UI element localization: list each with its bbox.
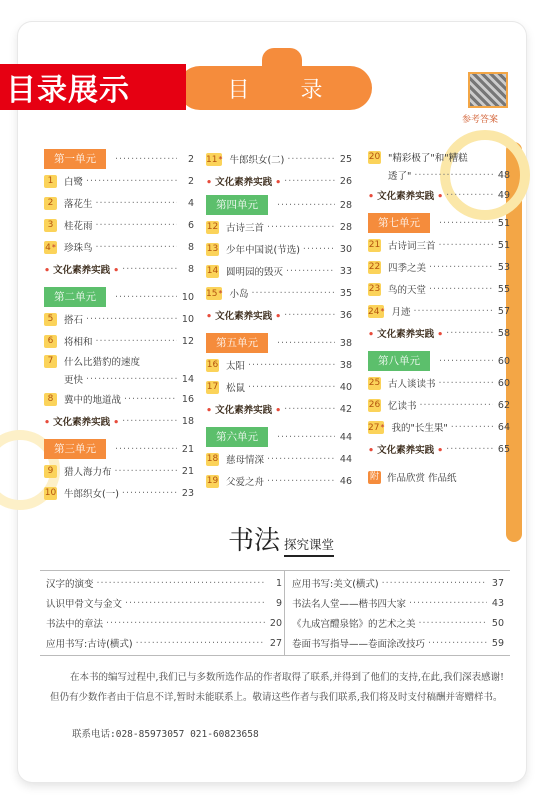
toc-item[interactable]: 25 古人谈读书 ····· 60 <box>368 372 510 394</box>
toc-item[interactable]: 27 * 我的"长生果" ····· 64 <box>368 416 510 438</box>
unit-row[interactable]: 第八单元 ····· 60 <box>368 350 510 372</box>
unit-label: 第七单元 <box>368 213 430 233</box>
unit-row[interactable]: 第七单元 ····· 51 <box>368 212 510 234</box>
culture-practice-row[interactable]: • 文化素养实践 • ····· 36 <box>206 304 352 326</box>
toc-item[interactable]: 26 忆读书 ····· 62 <box>368 394 510 416</box>
unit-label: 第六单元 <box>206 427 268 447</box>
unit-row[interactable]: 第六单元 ····· 44 <box>206 426 352 448</box>
toc-item-continuation[interactable]: 更快 ····· 14 <box>44 370 194 388</box>
table-divider <box>284 571 285 655</box>
unit-label: 第四单元 <box>206 195 268 215</box>
culture-practice-row[interactable]: • 文化素养实践 • ····· 58 <box>368 322 510 344</box>
acknowledgement-notice: 在本书的编写过程中,我们已与多数所选作品的作者取得了联系,并得到了他们的支持,在此,我们深表感谢! 但仍有少数作者由于信息不详,暂时未能联系上。敬请这些作者与我们联系,我们将及时支付稿酬并寄赠样书。 <box>50 672 504 703</box>
calligraphy-toc-table <box>40 570 510 656</box>
contact-phone: 联系电话:028-85973057 021-60823658 <box>72 729 259 740</box>
toc-item[interactable]: 21 古诗词三首 ····· 51 <box>368 234 510 256</box>
calligraphy-item[interactable]: 应用书写:美文(横式) ····· 37 <box>292 573 504 593</box>
toc-item[interactable]: 12 古诗三首 ····· 28 <box>206 216 352 238</box>
toc-item[interactable]: 18 慈母情深 ····· 44 <box>206 448 352 470</box>
culture-practice-row[interactable]: • 文化素养实践 • ····· 18 <box>44 410 194 432</box>
calligraphy-item[interactable]: 书法中的章法 ····· 20 <box>46 613 282 633</box>
toc-item[interactable]: 20 "精彩极了"和"糟糕 <box>368 151 468 164</box>
toc-item[interactable]: 7 什么比猎豹的速度 <box>44 352 194 370</box>
toc-item[interactable]: 3 桂花雨 ····· 6 <box>44 214 194 236</box>
toc-item[interactable]: 22 四季之美 ····· 53 <box>368 256 510 278</box>
calligraphy-item[interactable]: 认识甲骨文与金文 ····· 9 <box>46 593 282 613</box>
toc-item[interactable]: 4 * 珍珠鸟 ····· 8 <box>44 236 194 258</box>
culture-practice-row[interactable]: • 文化素养实践 • ····· 65 <box>368 438 510 460</box>
answer-label: 参考答案 <box>462 115 499 125</box>
toc-item[interactable]: 8 冀中的地道战 ····· 16 <box>44 388 194 410</box>
unit-row[interactable]: 第五单元 ····· 38 <box>206 332 352 354</box>
unit-label: 第二单元 <box>44 287 106 307</box>
unit-label: 第八单元 <box>368 351 430 371</box>
toc-item[interactable]: 15 * 小岛 ····· 35 <box>206 282 352 304</box>
toc-item-continuation[interactable]: 透了" ····· 48 <box>368 166 510 184</box>
unit-label: 第一单元 <box>44 149 106 169</box>
toc-item[interactable]: 9 猎人海力布 ····· 21 <box>44 460 194 482</box>
calligraphy-item[interactable]: 卷面书写指导——卷面涂改技巧 ····· 59 <box>292 633 504 653</box>
toc-item[interactable]: 24 * 月迹 ····· 57 <box>368 300 510 322</box>
toc-item[interactable]: 2 落花生 ····· 4 <box>44 192 194 214</box>
toc-item[interactable]: 11 * 牛郎织女(二) ····· 25 <box>206 148 352 170</box>
unit-row[interactable]: 第四单元 ····· 28 <box>206 194 352 216</box>
toc-item[interactable]: 10 牛郎织女(一) ····· 23 <box>44 482 194 504</box>
toc-column-2 <box>206 148 352 492</box>
calligraphy-column-right <box>292 573 504 653</box>
unit-row[interactable]: 第二单元 ····· 10 <box>44 286 194 308</box>
toc-item[interactable]: 16 太阳 ····· 38 <box>206 354 352 376</box>
appendix-badge: 附 <box>369 471 379 482</box>
culture-practice-row[interactable]: • 文化素养实践 • ····· 8 <box>44 258 194 280</box>
page-title: 目 录 <box>178 66 372 110</box>
toc-item[interactable]: 19 父爱之舟 ····· 46 <box>206 470 352 492</box>
toc-item[interactable]: 6 将相和 ····· 12 <box>44 330 194 352</box>
culture-practice-row[interactable]: • 文化素养实践 • ····· 42 <box>206 398 352 420</box>
unit-label: 第五单元 <box>206 333 268 353</box>
calligraphy-column-left <box>46 573 282 653</box>
calligraphy-section-title: 书法 探究课堂 <box>228 526 335 556</box>
culture-practice-row[interactable]: • 文化素养实践 • ····· 49 <box>368 184 510 206</box>
culture-practice-row[interactable]: • 文化素养实践 • ····· 26 <box>206 170 352 192</box>
calligraphy-item[interactable]: 汉字的演变 ····· 1 <box>46 573 282 593</box>
calligraphy-item[interactable]: 应用书写:古诗(横式) ····· 27 <box>46 633 282 653</box>
unit-row[interactable]: 第三单元 ····· 21 <box>44 438 194 460</box>
unit-label: 第三单元 <box>44 439 106 459</box>
qr-code-icon[interactable] <box>468 72 508 108</box>
unit-row[interactable]: 第一单元 ····· 2 <box>44 148 194 170</box>
calligraphy-item[interactable]: 《九成宫醴泉铭》的艺术之美 ····· 50 <box>292 613 504 633</box>
toc-item[interactable]: 5 搭石 ····· 10 <box>44 308 194 330</box>
appendix-row[interactable]: 附 作品欣赏 作品纸 <box>369 471 457 484</box>
toc-column-1 <box>44 148 194 504</box>
toc-item[interactable]: 1 白鹭 ····· 2 <box>44 170 194 192</box>
section-banner: 目录展示 <box>0 64 186 110</box>
toc-item[interactable]: 23 鸟的天堂 ····· 55 <box>368 278 510 300</box>
toc-item[interactable]: 17 松鼠 ····· 40 <box>206 376 352 398</box>
toc-item[interactable]: 14 圆明园的毁灭 ····· 33 <box>206 260 352 282</box>
calligraphy-item[interactable]: 书法名人堂——楷书四大家 ····· 43 <box>292 593 504 613</box>
toc-column-3 <box>368 148 510 488</box>
toc-item[interactable]: 13 少年中国说(节选) ····· 30 <box>206 238 352 260</box>
